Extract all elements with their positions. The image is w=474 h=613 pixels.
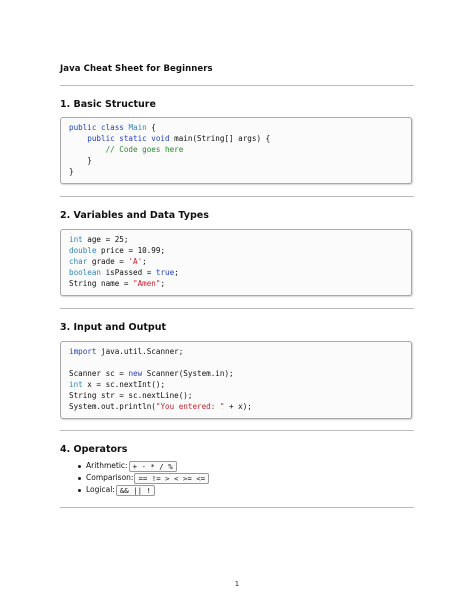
code-block-input-output[interactable] [60, 341, 412, 419]
code-token: } [69, 167, 74, 176]
divider [60, 430, 414, 431]
page-number: 1 [234, 580, 240, 588]
code-token: String name = [69, 279, 134, 288]
code-token: main(String[] args) { [174, 134, 271, 143]
divider [60, 85, 414, 86]
code-token: import [69, 347, 97, 356]
code-line [69, 234, 403, 245]
code-token: { [146, 123, 156, 132]
code-token: Scanner sc = [69, 369, 129, 378]
divider [60, 196, 414, 197]
operator-label: Logical: [86, 485, 115, 494]
code-token: // Code goes here [69, 145, 184, 154]
code-token: Main [128, 123, 147, 132]
list-item-logical [78, 484, 209, 496]
code-line [69, 357, 403, 368]
code-line [69, 278, 403, 289]
code-token: } [69, 156, 92, 165]
operator-label: Comparison: [86, 473, 134, 482]
code-line [69, 256, 403, 267]
code-line [69, 390, 403, 401]
divider [60, 308, 414, 309]
code-token: age = 25; [82, 235, 129, 244]
code-token: Scanner(System.in); [142, 369, 234, 378]
code-token: true [155, 268, 175, 277]
operator-code[interactable]: && || ! [116, 485, 155, 496]
document-title: Java Cheat Sheet for Beginners [60, 64, 213, 74]
operator-code[interactable]: == != > < >= <= [134, 473, 209, 484]
code-block-variables[interactable] [60, 229, 412, 296]
code-line [69, 401, 403, 412]
section-heading-variables: 2. Variables and Data Types [60, 210, 209, 221]
operator-label: Arithmetic: [86, 461, 128, 470]
section-heading-basic-structure: 1. Basic Structure [60, 99, 156, 110]
code-token: ; [174, 268, 179, 277]
code-token: "Amen" [133, 279, 161, 288]
code-token: new [128, 369, 143, 378]
code-line [69, 379, 403, 390]
code-token: char [69, 257, 88, 266]
code-token: x = sc.nextInt(); [82, 380, 166, 389]
code-token: isPassed = [101, 268, 156, 277]
code-token: public static void [69, 134, 175, 143]
code-line [69, 122, 403, 133]
code-token: String str = sc.nextLine(); [69, 391, 193, 400]
code-token: int [69, 380, 83, 389]
code-line [69, 133, 403, 144]
bullet-icon [78, 477, 81, 480]
code-token: double [69, 246, 97, 255]
code-line [69, 245, 403, 256]
code-token: ; [160, 279, 166, 288]
bullet-icon [78, 489, 81, 492]
code-line [69, 166, 403, 177]
code-token: grade = [87, 257, 129, 266]
code-line [69, 346, 403, 357]
code-line [69, 267, 403, 278]
list-item-comparison [78, 472, 209, 484]
code-token: java.util.Scanner; [96, 347, 184, 356]
code-token: System.out.println( [69, 402, 156, 411]
section-heading-input-output: 3. Input and Output [60, 322, 167, 333]
section-heading-operators: 4. Operators [60, 444, 128, 455]
code-token: 'A' [128, 257, 143, 266]
list-item-arithmetic [78, 460, 209, 472]
code-token: public class [69, 123, 129, 132]
code-token: ; [142, 257, 147, 266]
divider [60, 507, 414, 508]
operator-code[interactable]: + - * / % [129, 461, 177, 472]
code-token: + x); [224, 402, 252, 411]
code-token: boolean [69, 268, 102, 277]
operators-list [78, 460, 209, 496]
code-line [69, 155, 403, 166]
bullet-icon [78, 465, 81, 468]
code-block-basic-structure[interactable] [60, 117, 412, 184]
code-line [69, 144, 403, 155]
code-token: int [69, 235, 83, 244]
code-token: price = 10.99; [96, 246, 166, 255]
code-line [69, 368, 403, 379]
code-token: "You entered: " [155, 402, 225, 411]
